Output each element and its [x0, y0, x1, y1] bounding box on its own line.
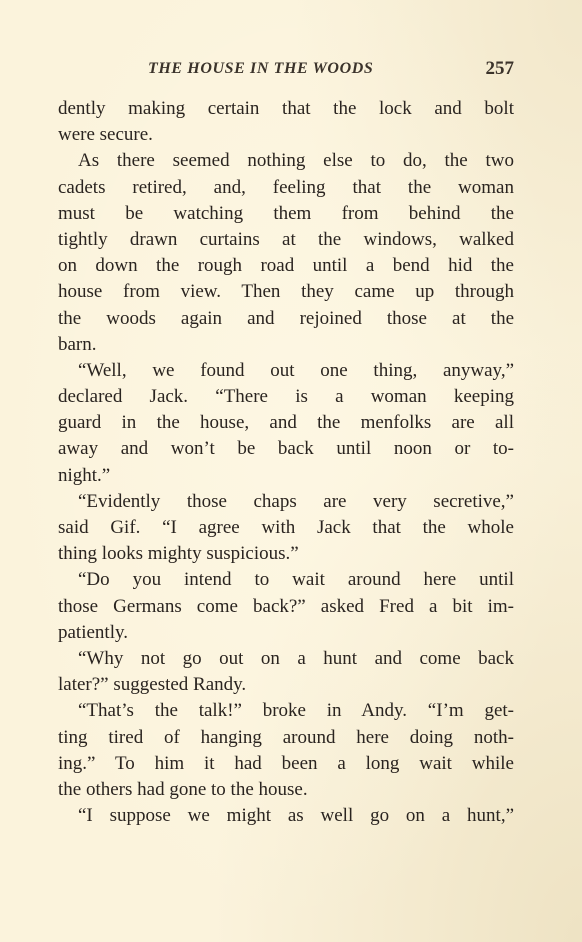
text-line: “Well, we found out one thing, anyway,”: [78, 359, 514, 381]
text-line: As there seemed nothing else to do, the two: [78, 150, 514, 172]
text-line: away and won’t be back until noon or to-: [58, 438, 514, 460]
text-line: ting tired of hanging around here doing noth-: [58, 726, 514, 748]
text-line: thing looks mighty suspicious.”: [58, 543, 299, 565]
text-line: guard in the house, and the menfolks are all: [58, 412, 514, 434]
text-line: house from view. Then they came up through: [58, 281, 514, 303]
text-line: “Do you intend to wait around here until: [78, 569, 514, 591]
text-line: must be watching them from behind the: [58, 202, 514, 224]
text-line: on down the rough road until a bend hid the: [58, 255, 514, 277]
text-line: the others had gone to the house.: [58, 778, 308, 800]
text-line: patiently.: [58, 621, 128, 643]
text-line: barn.: [58, 333, 97, 355]
text-line: declared Jack. “There is a woman keeping: [58, 386, 514, 408]
body-text: [58, 96, 514, 829]
text-line: said Gif. “I agree with Jack that the whole: [58, 517, 514, 538]
running-title: THE HOUSE IN THE WOODS: [148, 60, 374, 77]
running-head: [58, 56, 514, 82]
text-line: ing.” To him it had been a long wait while: [58, 752, 514, 774]
text-line: night.”: [58, 464, 111, 486]
text-line: were secure.: [58, 124, 153, 146]
text-line: later?” suggested Randy.: [58, 674, 247, 696]
text-line: “Why not go out on a hunt and come back: [78, 647, 514, 669]
page-number: 257: [485, 58, 514, 79]
text-line: those Germans come back?” asked Fred a bit im-: [58, 595, 514, 617]
text-line: the woods again and rejoined those at the: [58, 307, 514, 329]
text-line: cadets retired, and, feeling that the woman: [58, 176, 514, 198]
text-line: “That’s the talk!” broke in Andy. “I’m get-: [78, 700, 514, 722]
text-line: dently making certain that the lock and bolt: [58, 98, 514, 119]
text-line: tightly drawn curtains at the windows, walked: [58, 228, 514, 250]
text-line: “I suppose we might as well go on a hunt,”: [78, 805, 514, 827]
text-line: “Evidently those chaps are very secretive,”: [78, 490, 514, 512]
